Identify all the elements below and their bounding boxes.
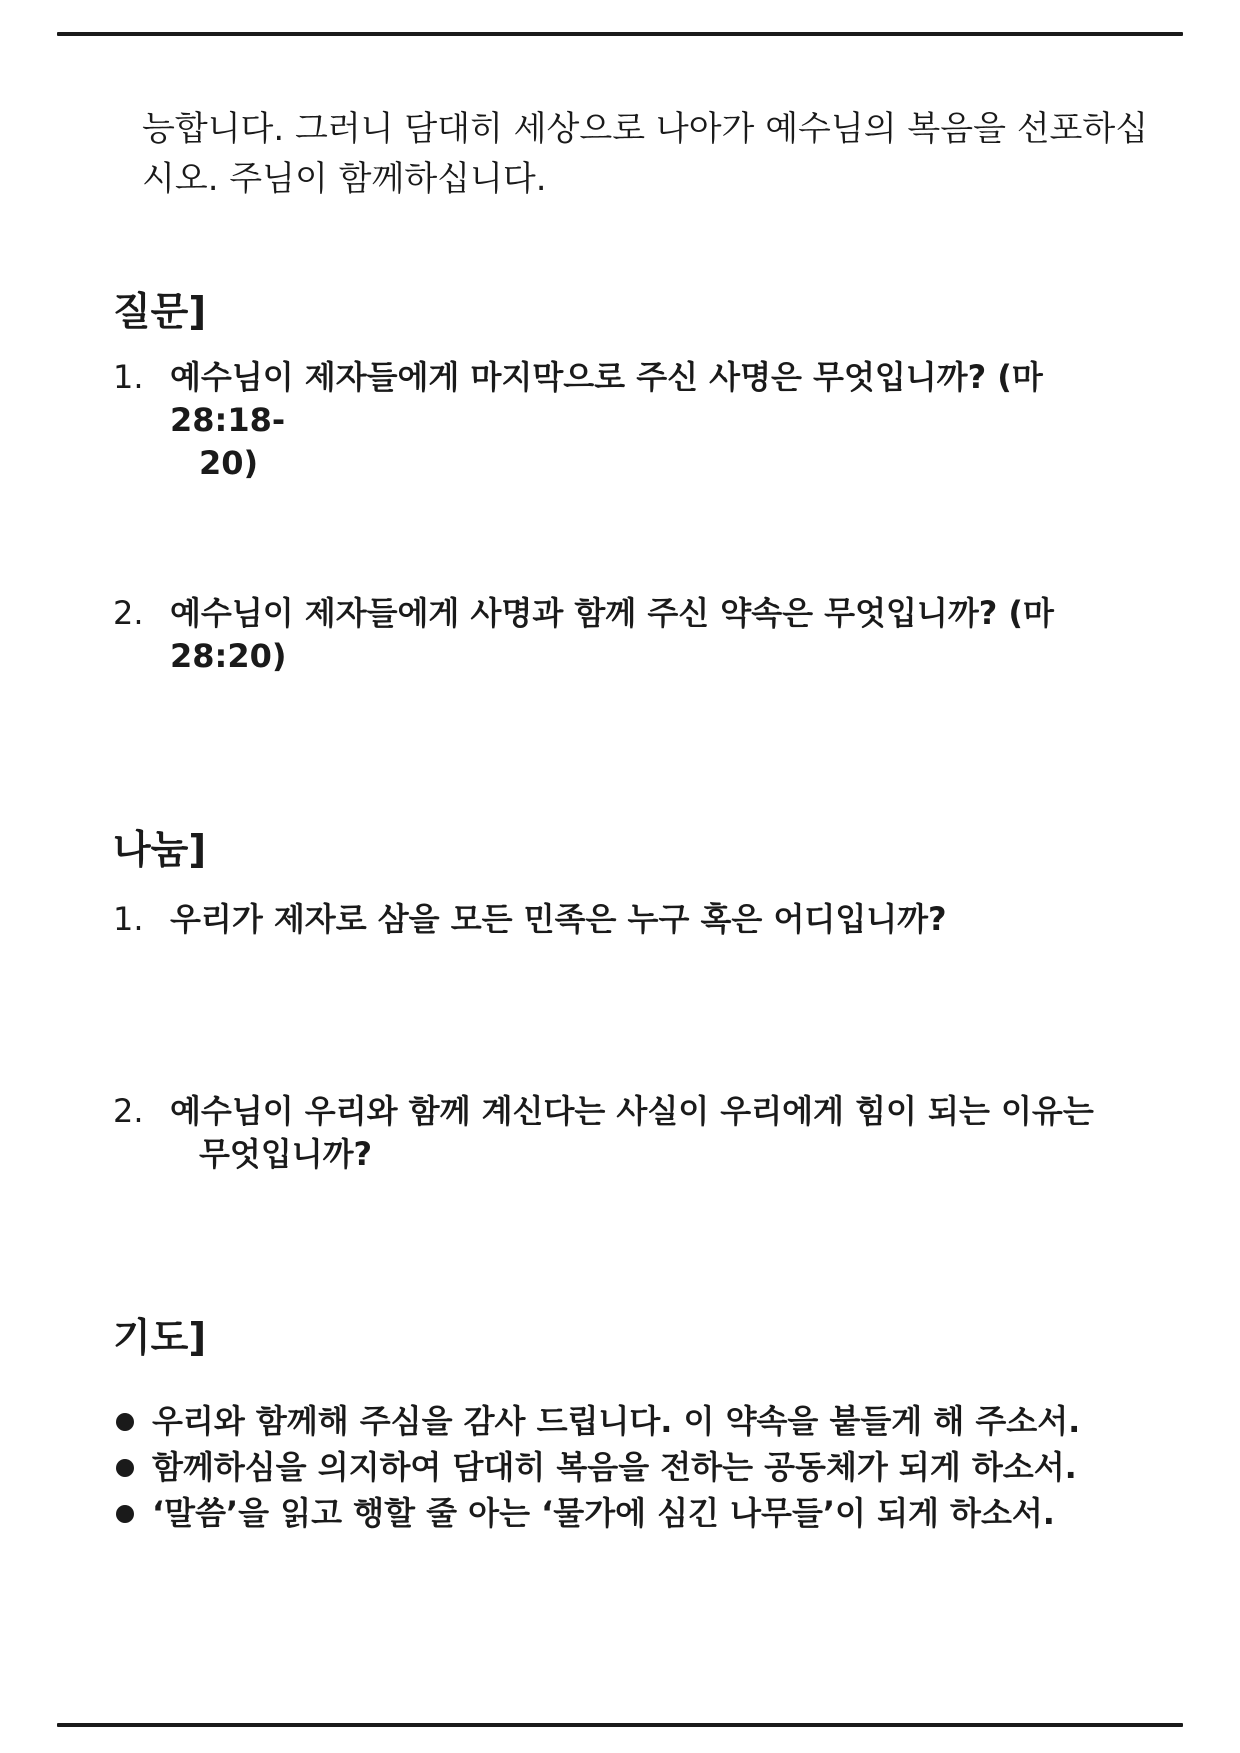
bottom-divider: [57, 1723, 1183, 1727]
sharing-number: 2.: [113, 1092, 144, 1130]
question-text: 예수님이 제자들에게 사명과 함께 주신 약속은 무엇입니까? (마28:20): [170, 594, 1054, 675]
sharing-text-continued: 무엇입니까?: [199, 1135, 373, 1173]
question-number: 1.: [113, 358, 144, 396]
intro-line-2: 시오. 주님이 함께하십니다.: [142, 159, 547, 199]
prayer-text: 우리와 함께해 주심을 감사 드립니다. 이 약속을 붙들게 해 주소서.: [152, 1402, 1081, 1440]
question-item: [113, 592, 1123, 678]
sharing-text: 우리가 제자로 삼을 모든 민족은 누구 혹은 어디입니까?: [170, 900, 947, 938]
prayer-heading: 기도]: [113, 1316, 207, 1361]
intro-paragraph: [142, 104, 1162, 204]
sharing-number: 1.: [113, 900, 144, 938]
bullet-icon: [116, 1505, 134, 1523]
sharing-heading: 나눔]: [113, 828, 207, 873]
question-item: [113, 356, 1123, 485]
question-text-continued: 20): [199, 444, 259, 482]
prayer-list: [113, 1398, 1163, 1536]
bullet-icon: [116, 1413, 134, 1431]
prayer-item: [113, 1398, 1163, 1444]
bullet-icon: [116, 1459, 134, 1477]
sharing-item: [113, 898, 1123, 941]
sharing-item: [113, 1090, 1123, 1176]
top-divider: [57, 32, 1183, 36]
sharing-text: 예수님이 우리와 함께 계신다는 사실이 우리에게 힘이 되는 이유는: [170, 1092, 1094, 1130]
prayer-text: ‘말씀’을 읽고 행할 줄 아는 ‘물가에 심긴 나무들’이 되게 하소서.: [152, 1494, 1055, 1532]
intro-line-1: 능합니다. 그러니 담대히 세상으로 나아가 예수님의 복음을 선포하십: [142, 109, 1149, 149]
questions-heading: 질문]: [113, 290, 207, 335]
question-number: 2.: [113, 594, 144, 632]
prayer-text: 함께하심을 의지하여 담대히 복음을 전하는 공동체가 되게 하소서.: [152, 1448, 1077, 1486]
question-text: 예수님이 제자들에게 마지막으로 주신 사명은 무엇입니까? (마28:18-: [170, 358, 1043, 439]
prayer-item: [113, 1444, 1163, 1490]
prayer-item: [113, 1490, 1163, 1536]
